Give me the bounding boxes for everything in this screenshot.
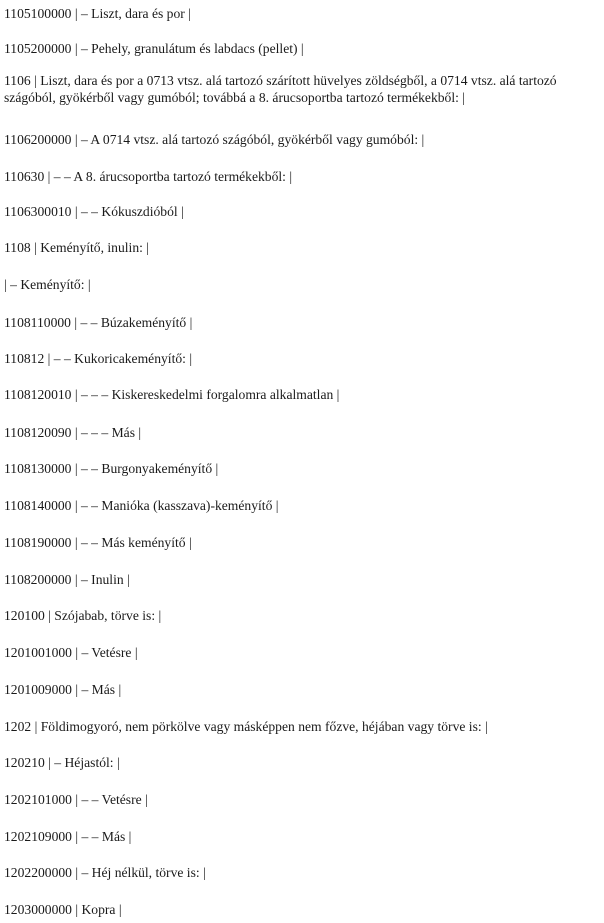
entry-line: 1106300010 | – – Kókuszdióból | [4,204,184,219]
entry-line: 1201001000 | – Vetésre | [4,645,138,660]
entry-line: 1203000000 | Kopra | [4,902,122,917]
entry-line: 1202109000 | – – Más | [4,829,132,844]
entry-line: | – Keményítő: | [4,277,91,292]
entry-line: 1108130000 | – – Burgonyakeményítő | [4,461,219,476]
entry-line: 1202200000 | – Héj nélkül, törve is: | [4,865,206,880]
entry-line: 1108120090 | – – – Más | [4,425,142,440]
entry-line: 1108120010 | – – – Kiskereskedelmi forgalomra alkalmatlan | [4,387,340,402]
entry-line: 1202101000 | – – Vetésre | [4,792,148,807]
entry-line: 120210 | – Héjastól: | [4,755,120,770]
entry-line: 110630 | – – A 8. árucsoportba tartozó termékekből: | [4,169,293,184]
entry-line: 1108 | Keményítő, inulin: | [4,240,150,255]
entry-line: 1202 | Földimogyoró, nem pörkölve vagy másképpen nem főzve, héjában vagy törve is: | [4,719,488,734]
entry-line: 1106200000 | – A 0714 vtsz. alá tartozó szágóból, gyökérből vagy gumóból: | [4,132,425,147]
entry-line: 1105200000 | – Pehely, granulátum és labdacs (pellet) | [4,41,304,56]
entry-line: 1106 | Liszt, dara és por a 0713 vtsz. alá tartozó szárított hüvelyes zöldségből, a 0714 vtsz. alá tartozó szágóból, gyökérből vagy gumóból; továbbá a 8. árucsoportba tartozó termékekből: | [4,73,557,105]
entry-line: 1108200000 | – Inulin | [4,572,130,587]
entry-line: 1108190000 | – – Más keményítő | [4,535,192,550]
entry-line: 120100 | Szójabab, törve is: | [4,608,162,623]
entry-line: 110812 | – – Kukoricakeményítő: | [4,351,193,366]
entry-line: 1201009000 | – Más | [4,682,122,697]
entry-line: 1105100000 | – Liszt, dara és por | [4,6,191,21]
entry-line: 1108110000 | – – Búzakeményítő | [4,315,193,330]
entry-line: 1108140000 | – – Manióka (kasszava)-keményítő | [4,498,279,513]
